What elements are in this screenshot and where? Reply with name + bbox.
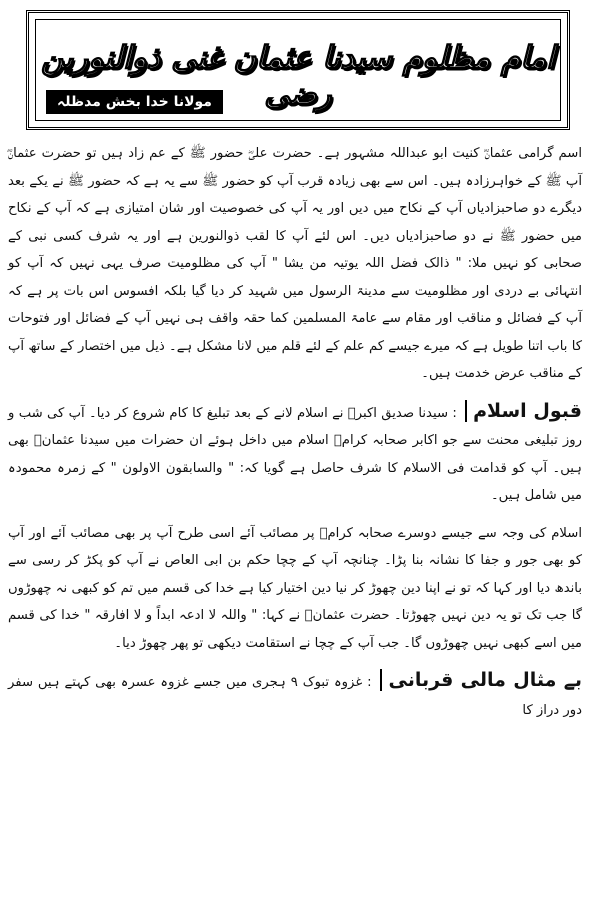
section-qubool-islam: [8, 398, 582, 510]
title-inner-border: [35, 19, 561, 121]
section-text: : غزوہ تبوک ۹ ہجری میں جسے غزوہ عسرہ بھی کہتے ہیں سفر دور دراز کا: [8, 675, 582, 718]
section-heading: قبول اسلام: [465, 400, 582, 422]
title-frame: [26, 10, 570, 130]
intro-paragraph: اسم گرامی عثمانؓ کنیت ابو عبداللہ مشہور ہے۔ حضرت علیؓ حضور ﷺ کے عم زاد ہیں تو حضرت عثمانؓ آپ ﷺ کے خواہرزادہ ہیں۔ اس سے بھی زیادہ قرب آپ کو حضور ﷺ سے یہ ہے کہ حضور ﷺ نے یکے بعد دیگرے دو صاحبزادیاں آپ کے نکاح میں دیں اور یہ آپ کی خصوصیت اور شان امتیازی ہے کہ آپ کے نکاح میں حضور ﷺ نے دو صاحبزادیاں دیں۔ اس لئے آپ کا لقب ذوالنورین ہے اور یہ شرف کسی نبی کے صحابی کو نہیں ملا: " ذالک فضل اللہ یوتیہ من یشا " آپ کی مظلومیت صرف یہی نہیں کہ آپ کو انتہائی بے دردی اور مظلومیت سے مدینۃ الرسول میں شہید کر دیا گیا بلکہ افسوس اس بات پر ہے کہ آپ کے فضائل و مناقب اور مقام سے عامۃ المسلمین کما حقہ واقف ہی نہیں آپ کے فضائل اور فتوحات کا باب اتنا طویل ہے کہ میرے جیسے کم علم کے لئے قلم میں لانا مشکل ہے۔ ذیل میں اختصار کے ساتھ آپ کے مناقب عرض خدمت ہیں۔: [8, 146, 582, 381]
section-text: : سیدنا صدیق اکبرؓ نے اسلام لانے کے بعد تبلیغ کا کام شروع کر دیا۔ آپ کی شب و روز تبلیغی محنت سے جو اکابر صحابہ کرامؓ اسلام میں داخل ہوئے ان حضرات میں سیدنا عثمانؓ بھی ہیں۔ آپ کو قدامت فی الاسلام کا شرف حاصل ہے گویا کہ: " والسابقون الاولون " کے زمرہ محمودہ میں شامل ہیں۔: [8, 405, 582, 503]
article-title: امام مظلوم سیدنا عثمان غنی ذوالنورین رضی: [41, 40, 555, 112]
author-badge: مولانا خدا بخش مدظلہ: [46, 90, 223, 114]
section-mali-qurbani: [8, 667, 582, 724]
section-paragraph: اسلام کی وجہ سے جیسے دوسرے صحابہ کرامؓ پر مصائب آئے اسی طرح آپ پر بھی مصائب آئے اور آپ کو بھی جور و جفا کا نشانہ بنا پڑا۔ چنانچہ آپ کے چچا حکم بن ابی العاص نے آپ کو پکڑ کر رسی سے باندھ دیا اور کہا کہ تو نے اپنا دین چھوڑ کر نیا دین اختیار کیا ہے خدا کی قسم میں تم کو کبھی نہ چھوڑوں گا جب تک تو یہ دین نہیں چھوڑتا۔ حضرت عثمانؓ نے کہا: " واللہ لا ادعہ ابداً و لا افارقہ " خدا کی قسم میں اسے کبھی نہیں چھوڑوں گا۔ جب آپ کے چچا نے استقامت دیکھی تو پھر چھوڑ دیا۔: [8, 525, 582, 651]
article-body: [8, 140, 582, 730]
section-heading: بے مثال مالی قربانی: [380, 669, 582, 691]
